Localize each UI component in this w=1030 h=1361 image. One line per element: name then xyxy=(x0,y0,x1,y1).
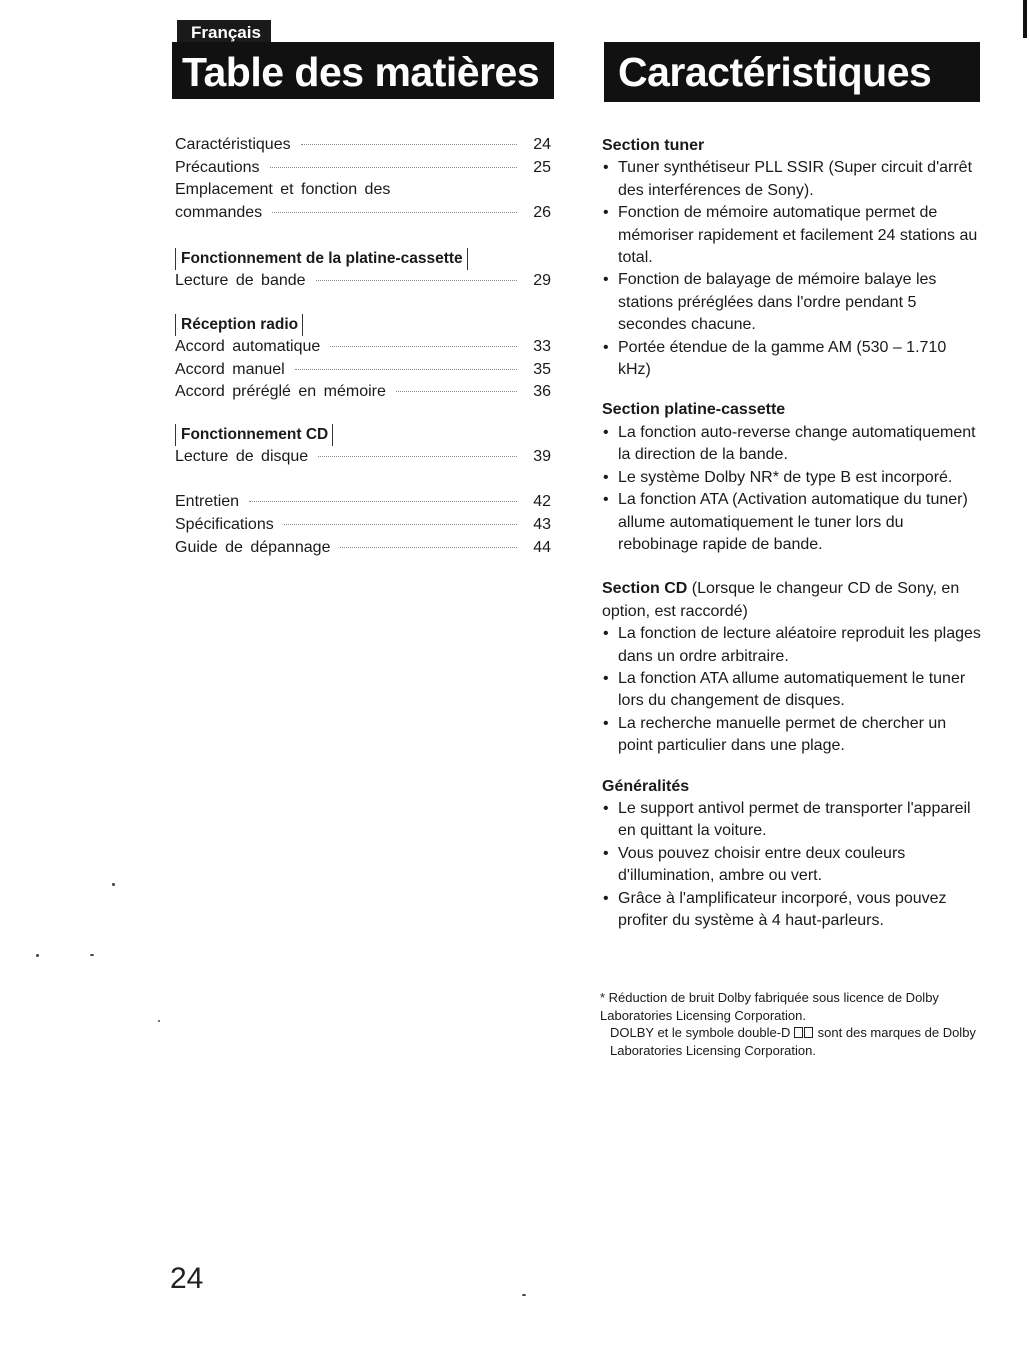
scan-speck xyxy=(158,1020,160,1022)
page-ref: 26 xyxy=(533,203,551,221)
footnote-line: * Réduction de bruit Dolby fabriquée sous licence de Dolby Laboratories Licensing Corporation. xyxy=(600,990,939,1023)
section-tuner xyxy=(602,135,982,381)
page-ref: 39 xyxy=(533,447,551,465)
section-cd xyxy=(602,578,982,757)
section-heading: Généralités xyxy=(602,777,690,795)
list-item: • Le système Dolby NR* de type B est incorporé. xyxy=(602,467,982,489)
scan-speck xyxy=(112,883,115,886)
page-ref: 25 xyxy=(533,158,551,176)
toc-entry[interactable]: Accord préréglé en mémoire 36 xyxy=(175,381,551,404)
list-item: • Grâce à l'amplificateur incorporé, vous pouvez profiter du système à 4 haut-parleurs. xyxy=(602,888,982,933)
list-item: • Tuner synthétiseur PLL SSIR (Super circuit d'arrêt des interférences de Sony). xyxy=(602,157,982,202)
toc-entry[interactable]: Précautions 25 xyxy=(175,157,551,180)
list-item: • La recherche manuelle permet de chercher un point particulier dans une plage. xyxy=(602,713,982,758)
list-item: • Fonction de balayage de mémoire balaye les stations préréglées dans l'ordre pendant 5 secondes chacune. xyxy=(602,269,982,336)
page-ref: 33 xyxy=(533,337,551,355)
list-item: • La fonction auto-reverse change automatiquement la direction de la bande. xyxy=(602,422,982,467)
page-ref: 24 xyxy=(533,136,551,153)
page-number: 24 xyxy=(170,1262,204,1295)
section-heading: Section platine-cassette xyxy=(602,401,786,419)
dolby-double-d-icon xyxy=(804,1027,813,1038)
section-heading: Section tuner xyxy=(602,137,705,154)
toc-entry-line[interactable]: Emplacement et fonction des xyxy=(175,181,391,199)
toc-entry[interactable]: Lecture de disque 39 xyxy=(175,446,551,469)
list-item: • La fonction de lecture aléatoire reproduit les plages dans un ordre arbitraire. xyxy=(602,623,982,668)
toc-entry[interactable]: commandes 26 xyxy=(175,202,551,225)
list-item: • Vous pouvez choisir entre deux couleurs d'illumination, ambre ou vert. xyxy=(602,843,982,888)
list-item: • Fonction de mémoire automatique permet de mémoriser rapidement et facilement 24 stations au total. xyxy=(602,202,982,269)
toc-entry[interactable]: Lecture de bande 29 xyxy=(175,270,551,293)
section-intro: (Lorsque le changeur CD de Sony, en option, est raccordé) xyxy=(602,580,960,620)
list-item: • Le support antivol permet de transporter l'appareil en quittant la voiture. xyxy=(602,798,982,843)
features-title: Caractéristiques xyxy=(604,42,980,102)
features-column xyxy=(602,135,982,950)
toc-entry[interactable]: Accord automatique 33 xyxy=(175,336,551,359)
scan-speck xyxy=(522,1294,526,1296)
list-item: • Portée étendue de la gamme AM (530 – 1.710 kHz) xyxy=(602,337,982,382)
footnote-line: DOLBY et le symbole double-D sont des marques de Dolby Laboratories Licensing Corporation. xyxy=(610,1025,976,1058)
page-ref: 44 xyxy=(533,538,551,556)
page-ref: 36 xyxy=(533,383,551,401)
toc-section-heading: Réception radio xyxy=(175,314,551,336)
page-ref: 42 xyxy=(533,493,551,511)
dolby-double-d-icon xyxy=(794,1027,803,1038)
scan-speck xyxy=(90,954,94,956)
section-heading: Section CD (Lorsque le changeur CD de Sony, en option, est raccordé) xyxy=(602,580,960,620)
toc-entry[interactable]: Entretien 42 xyxy=(175,491,551,514)
edge-marker xyxy=(1023,0,1027,38)
page-ref: 29 xyxy=(533,272,551,290)
list-item: • La fonction ATA allume automatiquement le tuner lors du changement de disques. xyxy=(602,668,982,713)
scan-speck xyxy=(36,954,39,957)
toc-entry[interactable]: Accord manuel 35 xyxy=(175,359,551,382)
section-general xyxy=(602,776,982,933)
toc-section-heading: Fonctionnement de la platine-cassette xyxy=(175,248,551,270)
toc-entry[interactable]: Caractéristiques 24 xyxy=(175,134,551,157)
toc-entry[interactable]: Guide de dépannage 44 xyxy=(175,537,551,560)
section-cassette xyxy=(602,399,982,556)
list-item: • La fonction ATA (Activation automatique du tuner) allume automatiquement le tuner lors du rebobinage rapide de bande. xyxy=(602,489,982,556)
footnote xyxy=(600,989,980,1059)
page-ref: 43 xyxy=(533,515,551,533)
toc-title: Table des matières xyxy=(172,42,554,99)
language-tab: Français xyxy=(177,20,271,46)
table-of-contents xyxy=(175,134,551,559)
toc-entry[interactable]: Spécifications 43 xyxy=(175,514,551,537)
page-ref: 35 xyxy=(533,360,551,378)
toc-section-heading: Fonctionnement CD xyxy=(175,424,551,446)
